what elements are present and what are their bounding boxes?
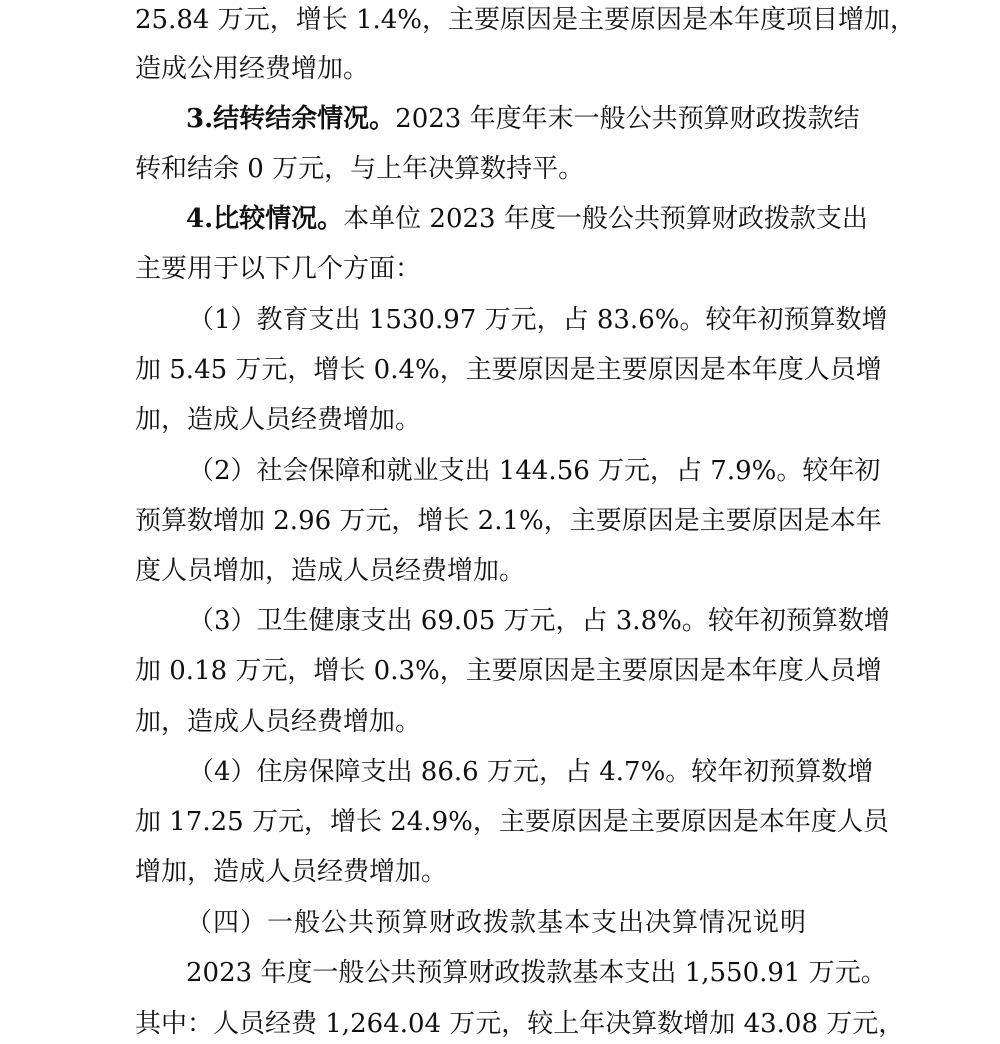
paragraph-line: 25.84 万元，增长 1.4%，主要原因是主要原因是本年度项目增加， <box>135 5 917 35</box>
paragraph-line <box>0 199 1000 239</box>
paragraph-line: 增加，造成人员经费增加。 <box>135 857 448 887</box>
paragraph-line: 2023 年度一般公共预算财政拨款基本支出 1,550.91 万元。 <box>186 958 887 988</box>
section-heading-inline: 4.比较情况。 <box>186 204 344 234</box>
paragraph-line: 转和结余 0 万元，与上年决算数持平。 <box>135 154 585 184</box>
paragraph-line: 加 5.45 万元，增长 0.4%，主要原因是主要原因是本年度人员增 <box>135 355 882 385</box>
paragraph-line: （3）卫生健康支出 69.05 万元，占 3.8%。较年初预算数增 <box>188 606 890 636</box>
paragraph-line: （4）住房保障支出 86.6 万元，占 4.7%。较年初预算数增 <box>188 757 874 787</box>
paragraph-line: 预算数增加 2.96 万元，增长 2.1%，主要原因是主要原因是本年 <box>135 506 882 536</box>
paragraph-line: （1）教育支出 1530.97 万元，占 83.6%。较年初预算数增 <box>188 305 888 335</box>
paragraph-text: 2023 年度年末一般公共预算财政拨款结 <box>395 104 860 134</box>
paragraph-line: 造成公用经费增加。 <box>135 54 370 84</box>
paragraph-line: 加 17.25 万元，增长 24.9%，主要原因是主要原因是本年度人员 <box>135 807 889 837</box>
paragraph-line: 其中：人员经费 1,264.04 万元，较上年决算数增加 43.08 万元， <box>135 1009 905 1039</box>
paragraph-line: 加 0.18 万元，增长 0.3%，主要原因是主要原因是本年度人员增 <box>135 656 882 686</box>
paragraph-text: 本单位 2023 年度一般公共预算财政拨款支出 <box>343 204 868 234</box>
paragraph-line: 度人员增加，造成人员经费增加。 <box>135 556 526 586</box>
paragraph-line: 加，造成人员经费增加。 <box>135 405 422 435</box>
section-heading-inline: 3.结转结余情况。 <box>186 104 396 134</box>
paragraph-line <box>0 99 1000 139</box>
paragraph-line: （2）社会保障和就业支出 144.56 万元，占 7.9%。较年初 <box>188 456 881 486</box>
section-heading: （四）一般公共预算财政拨款基本支出决算情况说明 <box>186 908 808 938</box>
paragraph-line: 加，造成人员经费增加。 <box>135 707 422 737</box>
paragraph-line: 主要用于以下几个方面： <box>135 254 422 284</box>
